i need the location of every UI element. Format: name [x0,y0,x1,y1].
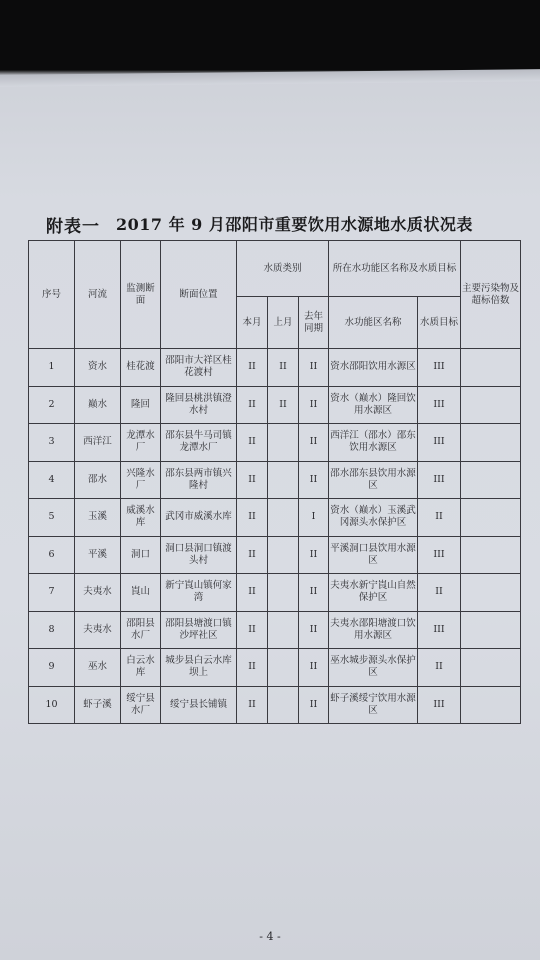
header-section: 监测断面 [121,241,161,349]
cell-last-month [268,499,299,537]
cell-section: 隆回 [121,386,161,424]
water-quality-table [28,240,521,724]
cell-last-year: II [299,386,329,424]
cell-this-month: II [237,461,268,499]
cell-section: 龙潭水厂 [121,424,161,462]
cell-last-month [268,649,299,687]
cell-river: 虾子溪 [75,686,121,724]
cell-section: 洞口 [121,536,161,574]
cell-last-year: II [299,424,329,462]
cell-location: 洞口县洞口镇渡头村 [161,536,237,574]
cell-this-month: II [237,686,268,724]
cell-river: 西洋江 [75,424,121,462]
cell-this-month: II [237,611,268,649]
cell-pollutant [461,386,521,424]
cell-last-year: II [299,574,329,612]
cell-last-year: II [299,536,329,574]
header-this-month: 本月 [237,297,268,349]
table-row [29,649,521,687]
header-last-year-same: 去年同期 [299,297,329,349]
cell-pollutant [461,611,521,649]
paper-top-edge [0,69,540,87]
cell-target: II [418,649,461,687]
cell-zone: 资水（巅水）玉溪武冈源头水保护区 [329,499,418,537]
cell-index: 10 [29,686,75,724]
cell-location: 城步县白云水库坝上 [161,649,237,687]
cell-section: 邵阳县水厂 [121,611,161,649]
cell-last-year: II [299,611,329,649]
cell-target: II [418,574,461,612]
cell-pollutant [461,499,521,537]
table-row [29,349,521,387]
cell-river: 夫夷水 [75,574,121,612]
cell-index: 3 [29,424,75,462]
cell-last-year: II [299,461,329,499]
cell-last-month [268,536,299,574]
cell-section: 白云水库 [121,649,161,687]
cell-location: 邵东县牛马司镇龙潭水厂 [161,424,237,462]
cell-this-month: II [237,349,268,387]
cell-this-month: II [237,649,268,687]
cell-last-month [268,611,299,649]
page-number: - 4 - [259,930,281,943]
cell-zone: 巫水城步源头水保护区 [329,649,418,687]
cell-last-month: II [268,349,299,387]
cell-index: 1 [29,349,75,387]
title-prefix: 附表一 [46,217,100,237]
cell-last-year: I [299,499,329,537]
cell-location: 新宁崀山镇何家湾 [161,574,237,612]
cell-last-month [268,686,299,724]
table-row [29,461,521,499]
document-title-row [46,212,516,240]
header-target: 水质目标 [418,297,461,349]
cell-last-year: II [299,349,329,387]
cell-this-month: II [237,574,268,612]
table-row [29,611,521,649]
cell-river: 巫水 [75,649,121,687]
cell-last-month [268,424,299,462]
cell-pollutant [461,424,521,462]
cell-zone: 邵水邵东县饮用水源区 [329,461,418,499]
cell-river: 资水 [75,349,121,387]
cell-target: III [418,686,461,724]
cell-zone: 虾子溪绥宁饮用水源区 [329,686,418,724]
cell-pollutant [461,649,521,687]
cell-river: 邵水 [75,461,121,499]
cell-zone: 资水（巅水）隆回饮用水源区 [329,386,418,424]
cell-target: III [418,461,461,499]
cell-location: 武冈市威溪水库 [161,499,237,537]
cell-location: 邵阳市大祥区桂花渡村 [161,349,237,387]
table-row [29,424,521,462]
cell-zone: 平溪洞口县饮用水源区 [329,536,418,574]
cell-zone: 夫夷水新宁崀山自然保护区 [329,574,418,612]
header-category-group: 水质类别 [237,241,329,297]
page-title: 2017 年 9 月邵阳市重要饮用水源地水质状况表 [116,215,473,234]
header-pollutants: 主要污染物及超标倍数 [461,241,521,349]
cell-section: 崀山 [121,574,161,612]
cell-last-month [268,461,299,499]
cell-target: III [418,536,461,574]
cell-this-month: II [237,424,268,462]
cell-zone: 西洋江（邵水）邵东饮用水源区 [329,424,418,462]
cell-pollutant [461,349,521,387]
cell-location: 邵阳县塘渡口镇沙坪社区 [161,611,237,649]
cell-target: III [418,386,461,424]
header-index: 序号 [29,241,75,349]
cell-pollutant [461,461,521,499]
table-row [29,686,521,724]
cell-last-month: II [268,386,299,424]
table-row [29,536,521,574]
cell-this-month: II [237,536,268,574]
cell-last-year: II [299,649,329,687]
cell-this-month: II [237,386,268,424]
cell-index: 9 [29,649,75,687]
header-river: 河流 [75,241,121,349]
cell-target: III [418,424,461,462]
cell-index: 5 [29,499,75,537]
cell-target: III [418,349,461,387]
cell-pollutant [461,686,521,724]
cell-section: 绥宁县水厂 [121,686,161,724]
cell-target: II [418,499,461,537]
cell-location: 邵东县两市镇兴隆村 [161,461,237,499]
header-location: 断面位置 [161,241,237,349]
cell-index: 2 [29,386,75,424]
cell-river: 巅水 [75,386,121,424]
cell-section: 兴隆水厂 [121,461,161,499]
cell-zone: 夫夷水邵阳塘渡口饮用水源区 [329,611,418,649]
cell-this-month: II [237,499,268,537]
cell-index: 8 [29,611,75,649]
cell-zone: 资水邵阳饮用水源区 [329,349,418,387]
cell-target: III [418,611,461,649]
header-zone-group: 所在水功能区名称及水质目标 [329,241,461,297]
table-row [29,499,521,537]
table-row [29,574,521,612]
cell-last-year: II [299,686,329,724]
cell-pollutant [461,536,521,574]
cell-pollutant [461,574,521,612]
header-zone-name: 水功能区名称 [329,297,418,349]
header-last-month: 上月 [268,297,299,349]
cell-location: 绥宁县长铺镇 [161,686,237,724]
cell-location: 隆回县桃洪镇澄水村 [161,386,237,424]
cell-index: 7 [29,574,75,612]
cell-river: 玉溪 [75,499,121,537]
cell-last-month [268,574,299,612]
cell-index: 6 [29,536,75,574]
table-header-row-1 [29,241,521,297]
cell-river: 夫夷水 [75,611,121,649]
table-row [29,386,521,424]
cell-index: 4 [29,461,75,499]
cell-section: 桂花渡 [121,349,161,387]
cell-section: 威溪水库 [121,499,161,537]
cell-river: 平溪 [75,536,121,574]
